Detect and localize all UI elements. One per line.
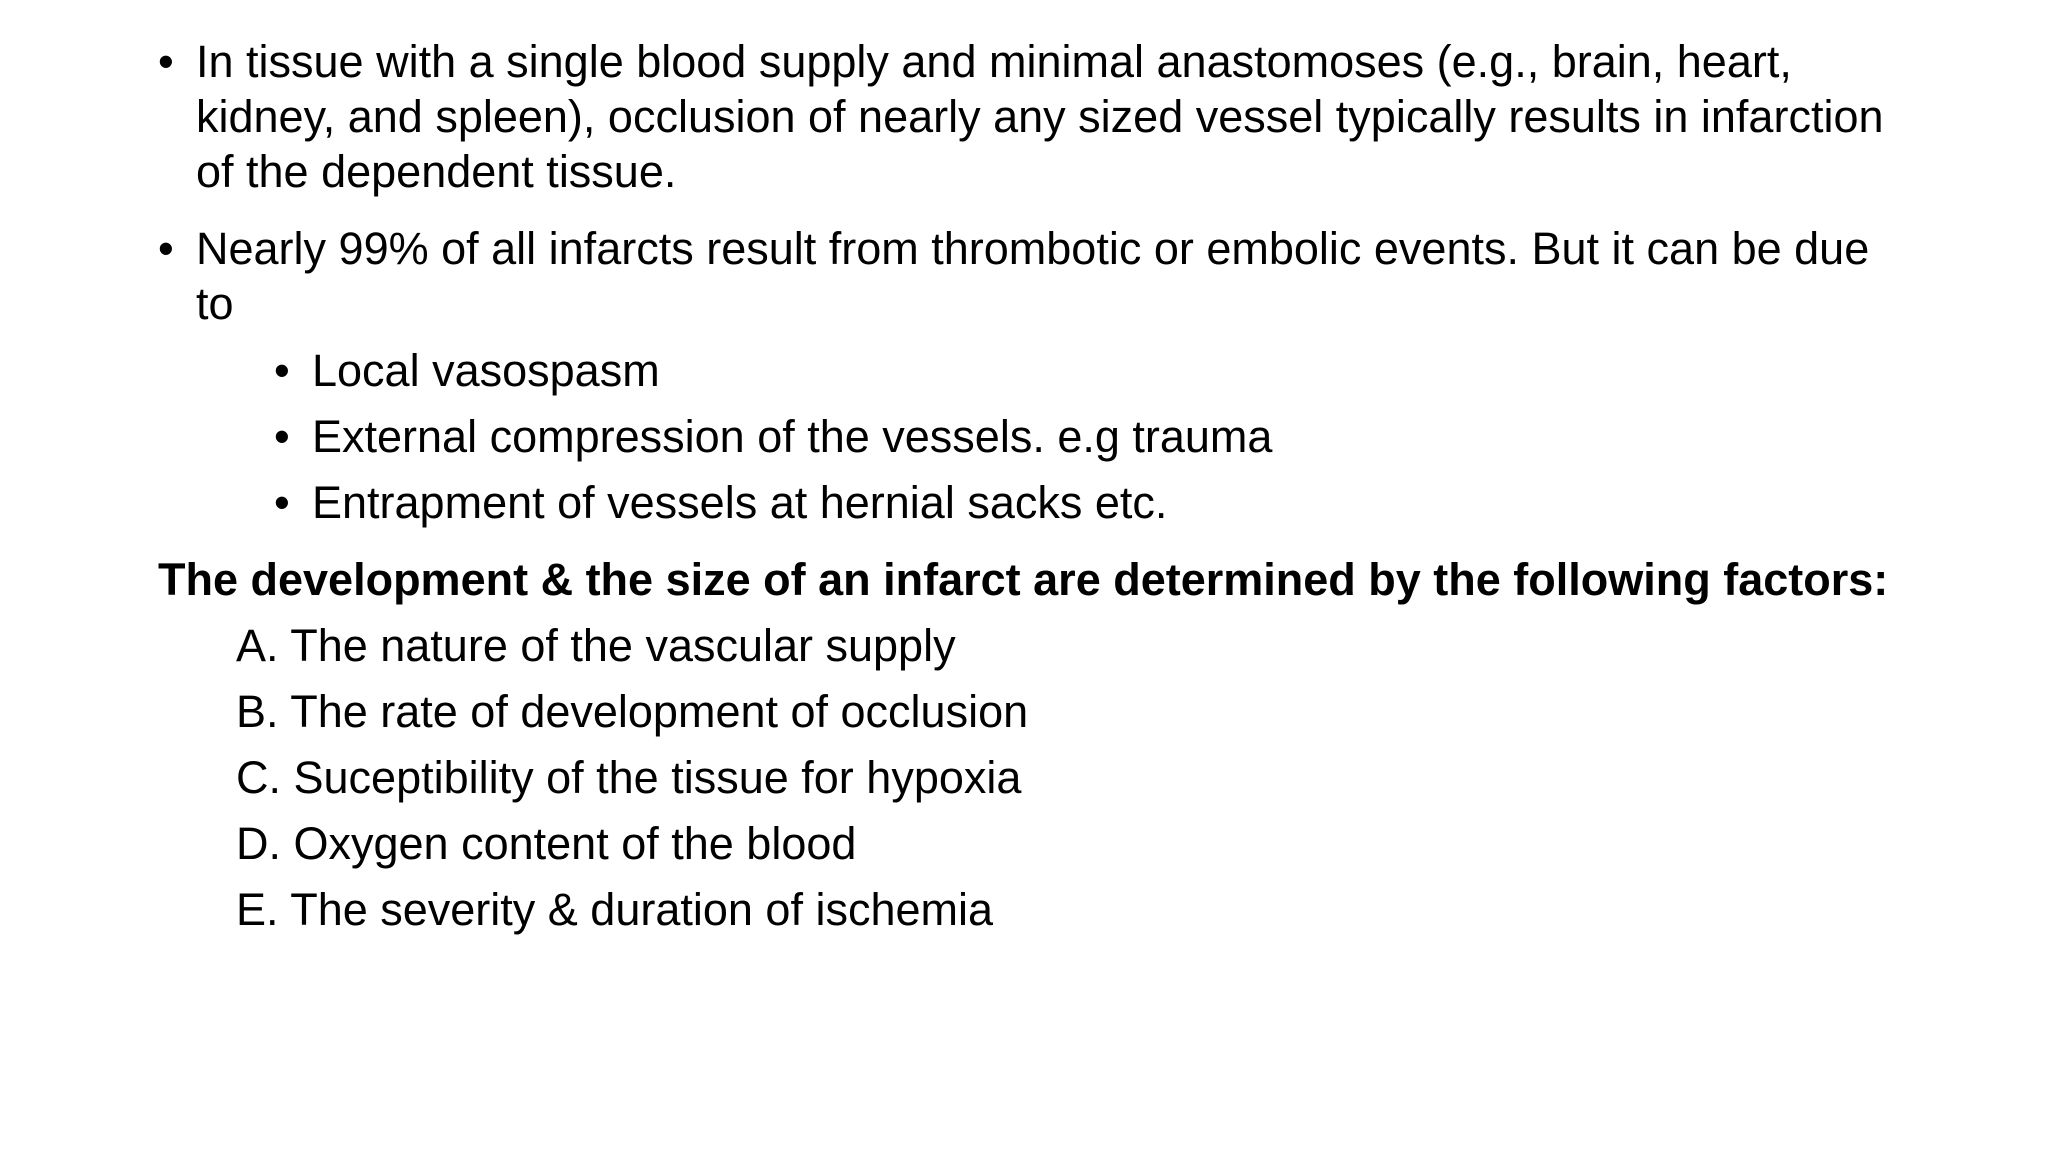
bullet-text: Nearly 99% of all infarcts result from thrombotic or embolic events. But it can be due to [196,223,1870,329]
factor-item: E. The severity & duration of ischemia [236,884,994,935]
sub-bullet-item [274,475,1918,530]
bullet-item [158,34,1918,199]
factor-item: C. Suceptibility of the tissue for hypoxia [236,752,1022,803]
sub-bullet-item [274,409,1918,464]
factors-list [158,618,1918,937]
slide-content [158,34,1918,948]
bullet-list [158,34,1918,530]
sub-bullet-list [196,343,1918,530]
factor-item: D. Oxygen content of the blood [236,818,857,869]
factors-heading: The development & the size of an infarct are determined by the following factors: [158,554,1889,605]
sub-bullet-item [274,343,1918,398]
factor-item: A. The nature of the vascular supply [236,620,956,671]
sub-bullet-text: Entrapment of vessels at hernial sacks etc. [312,477,1168,528]
bullet-text: In tissue with a single blood supply and minimal anastomoses (e.g., brain, heart, kidney, and spleen), occlusion of nearly any sized vessel typically results in infarction of the dependent tissue. [196,36,1884,197]
bullet-item [158,221,1918,530]
sub-bullet-text: Local vasospasm [312,345,660,396]
sub-bullet-text: External compression of the vessels. e.g trauma [312,411,1273,462]
factor-item: B. The rate of development of occlusion [236,686,1029,737]
